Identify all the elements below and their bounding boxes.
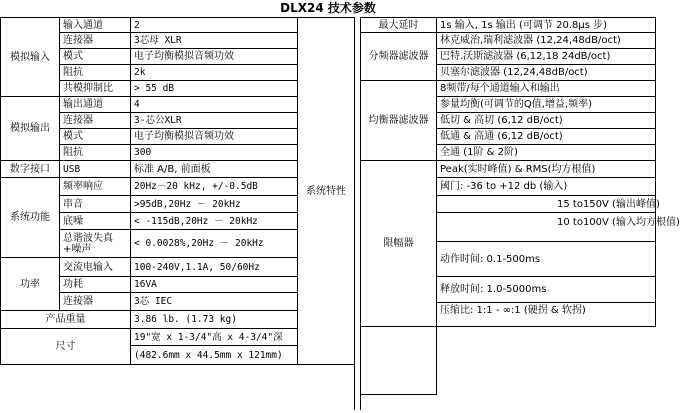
spec-value: 低通 & 高通 (6,12 dB/oct) (437, 129, 656, 145)
group-power: 功率 (1, 258, 60, 311)
spec-value: 15 to150V (输出峰值) (437, 196, 656, 213)
spec-value: 1s 输入, 1s 输出 (可调节 20.8μs 步) (437, 18, 656, 33)
spec-value: > 55 dB (131, 81, 298, 97)
spec-value: Peak(实时峰值) & RMS(均方根值) (437, 161, 656, 178)
spec-value: 标准 A/B, 前面板 (131, 161, 298, 178)
spec-label: 串音 (60, 196, 131, 213)
spec-label: 功耗 (60, 277, 131, 293)
spec-value: 压缩比: 1:1 - ∞:1 (硬拐 & 软拐) (437, 303, 656, 327)
spec-label: 交流电输入 (60, 258, 131, 277)
size-label: 尺寸 (1, 329, 131, 365)
spec-value: 释放时间: 1.0-5000ms (437, 277, 656, 303)
weight-label: 产品重量 (1, 311, 131, 329)
empty-cell (361, 327, 437, 395)
spec-value: 10 to100V (输入均方根值) (437, 213, 656, 242)
spec-value: 贝塞尔滤波器 (12,24,48dB/oct) (437, 65, 656, 81)
spec-label: 连接器 (60, 293, 131, 311)
column-divider (354, 17, 355, 410)
spec-label: 连接器 (60, 33, 131, 49)
group-crossover-filter: 分频器滤波器 (361, 33, 437, 81)
spec-value: 3-芯公XLR (131, 113, 298, 129)
spec-value: 2 (131, 18, 298, 33)
spec-label: 频率响应 (60, 178, 131, 196)
spec-value: 低切 & 高切 (6,12 dB/oct) (437, 113, 656, 129)
left-spec-table (0, 17, 355, 365)
spec-value: 阈门: -36 to +12 db (输入) (437, 178, 656, 196)
spec-value: 2k (131, 65, 298, 81)
max-delay-label: 最大延时 (361, 18, 437, 33)
group-digital-interface: 数字接口 (1, 161, 60, 178)
spec-label: 连接器 (60, 113, 131, 129)
group-analog-output: 模拟输出 (1, 97, 60, 161)
spec-value: 参量均衡(可调节的Q值,增益,频率) (437, 97, 656, 113)
spec-label: 模式 (60, 129, 131, 145)
spec-label: 输入通道 (60, 18, 131, 33)
group-analog-input: 模拟输入 (1, 18, 60, 97)
spec-value: 8频带/每个通道输入和输出 (437, 81, 656, 97)
spec-value: 20Hz－20 kHz, +/-0.5dB (131, 178, 298, 196)
spec-value: 电子均衡模拟音频功效 (131, 49, 298, 65)
spec-label: 共模抑制比 (60, 81, 131, 97)
spec-value: 林克威治,瑞利滤波器 (12,24,48dB/oct) (437, 33, 656, 49)
spec-value: 16VA (131, 277, 298, 293)
group-system-features: 系统特性 (298, 18, 355, 365)
spec-label: USB (60, 161, 131, 178)
spec-value: 300 (131, 145, 298, 161)
spec-label: 底噪 (60, 213, 131, 230)
size-value-metric: (482.6mm x 44.5mm x 121mm) (131, 346, 298, 365)
group-eq-filter: 均衡器滤波器 (361, 81, 437, 161)
group-limiter: 限幅器 (361, 161, 437, 327)
spec-value: 电子均衡模拟音频功效 (131, 129, 298, 145)
spec-value: 3芯 IEC (131, 293, 298, 311)
page-title: DLX24 技术参数 (280, 1, 376, 15)
spec-label: 模式 (60, 49, 131, 65)
spec-value: 动作时间: 0.1-500ms (437, 242, 656, 277)
spec-value: 巴特.沃斯滤波器 (6,12,18 24dB/oct) (437, 49, 656, 65)
spec-value: 4 (131, 97, 298, 113)
spec-value: 全通 (1阶 & 2阶) (437, 145, 656, 161)
spec-label: 阻抗 (60, 145, 131, 161)
spec-label: 阻抗 (60, 65, 131, 81)
right-spec-table (360, 17, 680, 395)
spec-value: 100-240V,1.1A, 50/60Hz (131, 258, 298, 277)
spec-value: < 0.0028%,20Hz － 20kHz (131, 230, 298, 258)
spec-value: 3芯母 XLR (131, 33, 298, 49)
spec-label: 输出通道 (60, 97, 131, 113)
spec-label: 总谐波失真+噪声 (60, 230, 131, 258)
group-system-function: 系统功能 (1, 178, 60, 258)
size-value-imperial: 19"宽 x 1-3/4"高 x 4-3/4"深 (131, 329, 298, 346)
spec-value: < -115dB,20Hz － 20kHz (131, 213, 298, 230)
weight-value: 3.86 lb. (1.73 kg) (131, 311, 298, 329)
spec-value: >95dB,20Hz － 20kHz (131, 196, 298, 213)
